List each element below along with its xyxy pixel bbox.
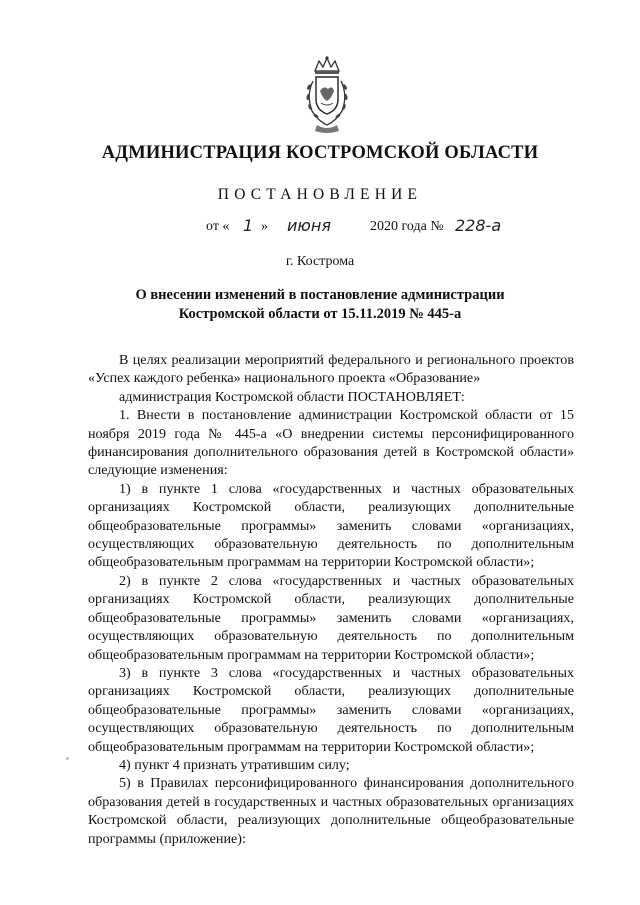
paragraph-item-1: 1. Внести в постановление администрации Костромской области от 15 ноября 2019 года № 445-а «О внедрении системы персонифицированного финансирования дополнительного образования детей в Костромской области» следующие изменения: bbox=[88, 407, 574, 479]
paragraph-subitem-3: 3) в пункте 3 слова «государственных и частных образовательных организациях Костромской области, реализующих дополнительные общеобразовательные программы» заменить словами «организациях, осуществляющих образовательную деятельность по дополнительным общеобразовательным программам на территории Костромской области»; bbox=[88, 664, 574, 755]
document-number: 228-а bbox=[455, 216, 502, 235]
city-name: г. Кострома bbox=[285, 254, 355, 269]
organization-title: АДМИНИСТРАЦИЯ КОСТРОМСКОЙ ОБЛАСТИ bbox=[101, 143, 539, 163]
date-year: 2020 года № bbox=[370, 219, 444, 234]
subject-line-1: О внесении изменений в постановление администрации bbox=[135, 287, 505, 303]
subject-line-2: Костромской области от 15.11.2019 № 445-а bbox=[178, 305, 462, 322]
paragraph-subitem-5: 5) в Правилах персонифицированного финансирования дополнительного образования детей в государственных и частных образовательных организациях Костромской области, реализующих дополнительные общеобразовательные программы (приложение): bbox=[88, 775, 574, 847]
paragraph-resolves: администрация Костромской области ПОСТАНОВЛЯЕТ: bbox=[119, 388, 465, 405]
document-subject bbox=[100, 286, 540, 323]
date-prefix: от « bbox=[206, 219, 230, 234]
paragraph-subitem-1: 1) в пункте 1 слова «государственных и частных образовательных организациях Костромской области, реализующих дополнительные общеобразовательные программы» заменить словами «организациях, осуществляющих образовательную деятельность по дополнительным общеобразовательным программам на территории Костромской области»; bbox=[88, 480, 574, 571]
document-body bbox=[88, 351, 574, 848]
document-type: ПОСТАНОВЛЕНИЕ bbox=[217, 186, 423, 203]
date-day-suffix: » bbox=[261, 219, 268, 234]
date-day: 1 bbox=[243, 216, 254, 235]
paragraph-preamble: В целях реализации мероприятий федерального и регионального проектов «Успех каждого ребенка» национального проекта «Образование» bbox=[88, 352, 574, 387]
date-line bbox=[0, 215, 640, 241]
coat-of-arms-icon bbox=[297, 55, 357, 135]
paragraph-subitem-2: 2) в пункте 2 слова «государственных и частных образовательных организациях Костромской области, реализующих дополнительные общеобразовательные программы» заменить словами «организациях, осуществляющих образовательную деятельность по дополнительным общеобразовательным программам на территории Костромской области»; bbox=[88, 572, 574, 663]
scan-artifact bbox=[66, 757, 69, 760]
date-month: июня bbox=[287, 216, 331, 235]
paragraph-subitem-4: 4) пункт 4 признать утратившим силу; bbox=[119, 756, 350, 773]
